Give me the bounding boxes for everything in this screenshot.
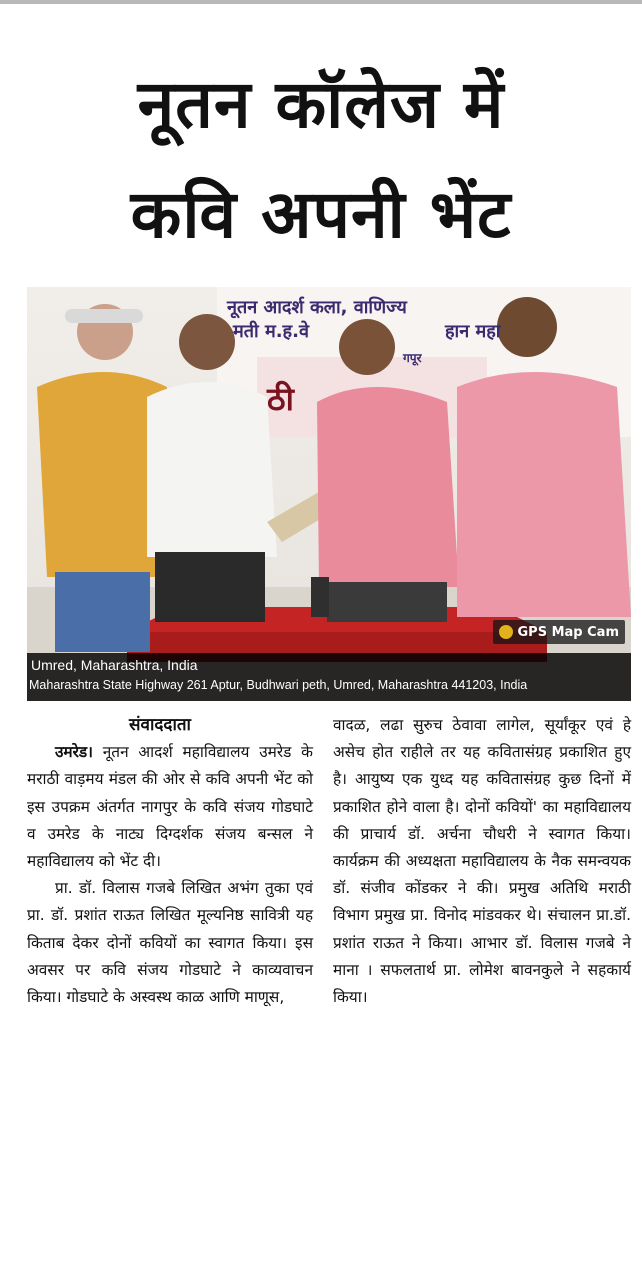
article-column-left: [27, 712, 313, 1011]
headline: [0, 50, 642, 270]
byline: संवाददाता: [129, 715, 191, 735]
top-rule: [0, 0, 642, 4]
map-pin-icon: [499, 625, 513, 639]
news-photo: [27, 287, 631, 701]
article-paragraph-1: [27, 739, 313, 875]
headline-line-1: नूतन कॉलेज में: [137, 66, 505, 143]
banner-text-4: गपूर: [403, 351, 422, 365]
gps-badge-label: GPS Map Cam: [517, 624, 619, 640]
geotag-line-1: Umred, Maharashtra, India: [31, 657, 198, 673]
geotag-line-2: Maharashtra State Highway 261 Aptur, Budhwari peth, Umred, Maharashtra 441203, India: [29, 678, 528, 692]
gps-map-cam-badge: [493, 620, 626, 644]
banner-text-2: मती म.ह.वे: [233, 321, 309, 342]
banner-text-2b: हान महा: [445, 321, 501, 342]
article-column-right: [333, 712, 631, 1011]
banner-text-3: ठी: [267, 380, 294, 418]
article-paragraph-2: प्रा. डॉ. विलास गजबे लिखित अभंग तुका एवं प्रा. डॉ. प्रशांत राऊत लिखित मूल्यनिष्ठ सावित्री यह किताब देकर दोनों कवियों का स्वागत किया। इस अवसर पर कवि संजय गोडघाटे ने काव्यवाचन किया। गोडघाटे के अस्वस्थ काळ आणि माणूस,: [27, 879, 313, 1007]
paragraph-1-text: नूतन आदर्श महाविद्यालय उमरेड के मराठी वाड़मय मंडल की ओर से कवि अपनी भेंट को इस उपक्रम अंतर्गत नागपुर के कवि संजय गोडघाटे व उमरेड के नाट्य दिग्दर्शक संजय बन्सल ने महाविद्यालय को भेंट दी।: [27, 743, 313, 871]
headline-line-2: कवि अपनी भेंट: [130, 176, 512, 253]
article-paragraph-3: वादळ, लढा सुरुच ठेवावा लागेल, सूर्यांकूर एवं हे असेच होत राहीले तर यह कवितासंग्रह प्रकाशित हुए है। आयुष्य एक युध्द यह कवितासंग्रह कुछ दिनों में प्रकाशित होने वाला है। दोनों कवियों' का महाविद्यालय की प्राचार्य डॉ. अर्चना चौधरी ने स्वागत किया। कार्यक्रम की अध्यक्षता महाविद्यालय के नैक समन्वयक डॉ. संजीव कोंडकर ने की। प्रमुख अतिथि मराठी विभाग प्रमुख प्रा. विनोद मांडवकर थे। संचालन प्रा.डॉ. प्रशांत राऊत ने किया। आभार डॉ. विलास गजबे ने माना । सफलतार्थ प्रा. लोमेश बावनकुले ने सहकार्य किया।: [333, 716, 631, 1007]
banner-text-1: नूतन आदर्श कला, वाणिज्य: [227, 297, 407, 318]
dateline: उमरेड।: [55, 743, 93, 762]
geotag-caption: [27, 653, 631, 701]
